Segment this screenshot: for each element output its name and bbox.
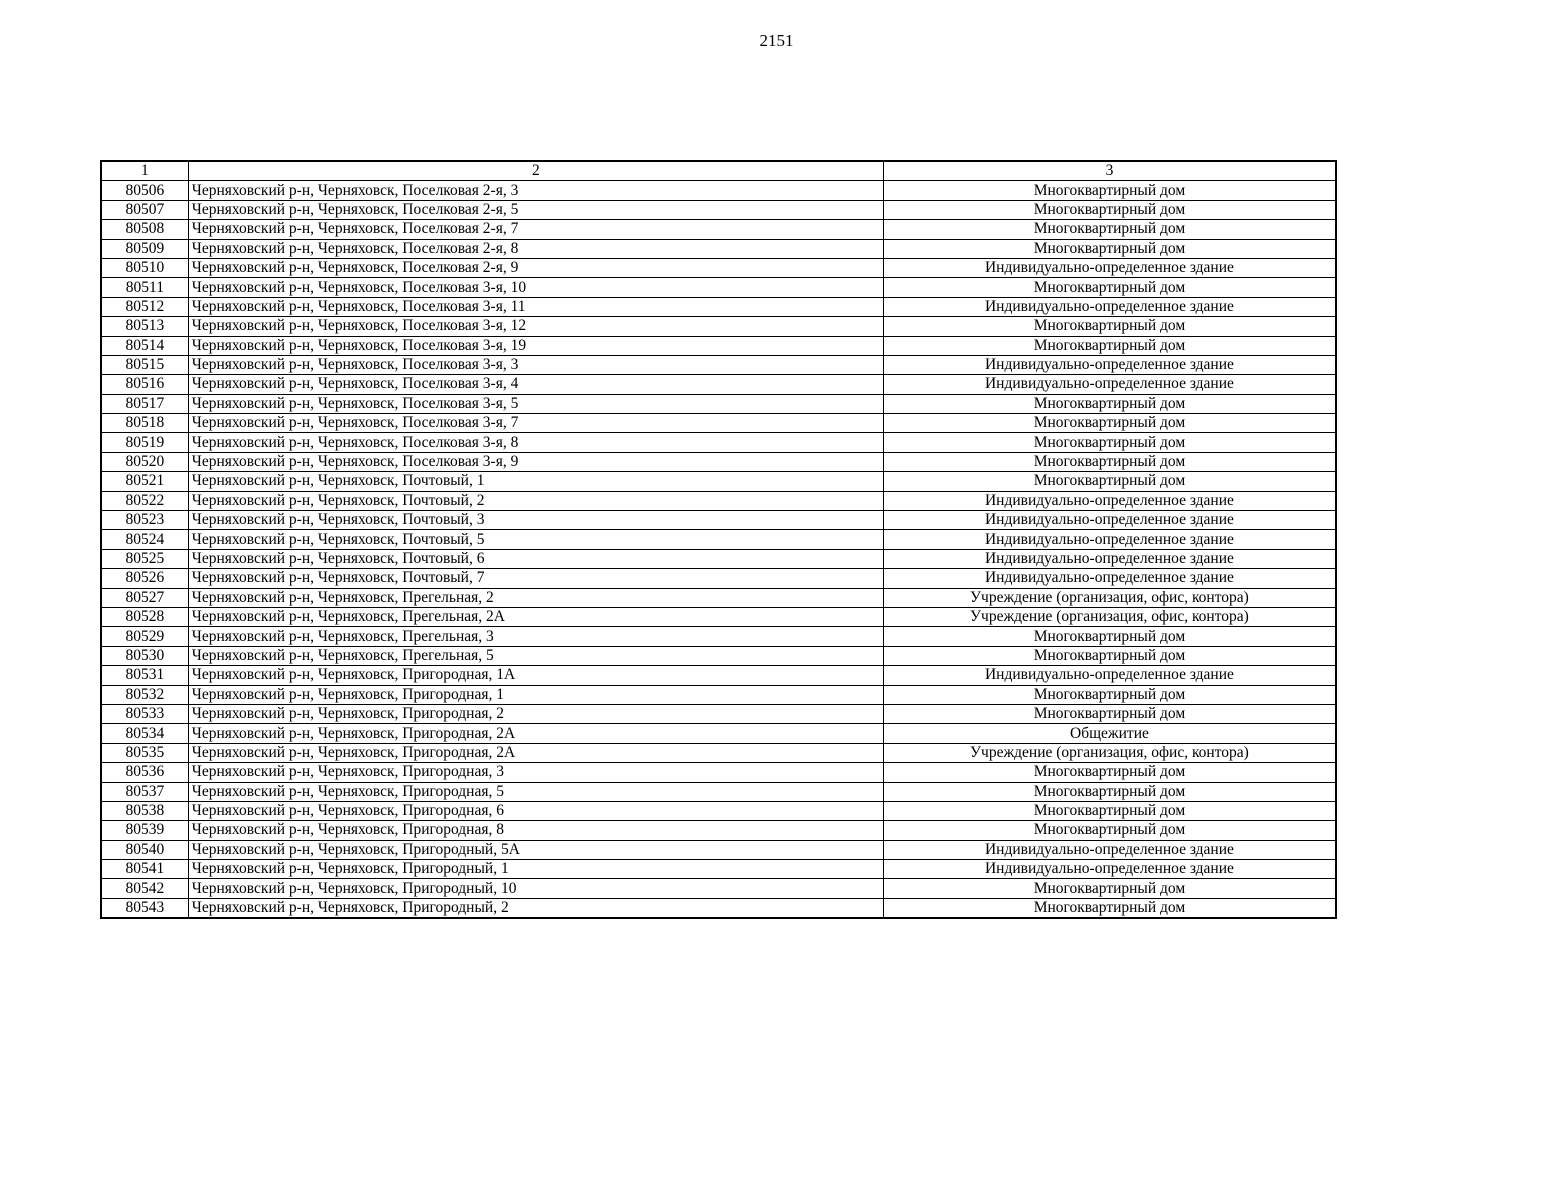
table-row [101,588,1336,607]
table-row [101,627,1336,646]
table-row [101,511,1336,530]
building-type-cell: Многоквартирный дом [883,704,1336,723]
row-number-cell: 80538 [101,801,188,820]
table-row [101,181,1336,200]
row-number-cell: 80519 [101,433,188,452]
address-cell: Черняховский р-н, Черняховск, Почтовый, 5 [188,530,883,549]
row-number-cell: 80534 [101,724,188,743]
address-cell: Черняховский р-н, Черняховск, Поселковая 3-я, 5 [188,394,883,413]
row-number-cell: 80541 [101,860,188,879]
building-type-cell: Многоквартирный дом [883,181,1336,200]
row-number-cell: 80533 [101,704,188,723]
address-cell: Черняховский р-н, Черняховск, Поселковая 2-я, 8 [188,239,883,258]
row-number-cell: 80535 [101,743,188,762]
address-cell: Черняховский р-н, Черняховск, Прегельная, 3 [188,627,883,646]
table-row [101,724,1336,743]
address-cell: Черняховский р-н, Черняховск, Поселковая 3-я, 7 [188,414,883,433]
building-type-cell: Индивидуально-определенное здание [883,840,1336,859]
address-cell: Черняховский р-н, Черняховск, Пригородная, 1А [188,666,883,685]
row-number-cell: 80525 [101,549,188,568]
address-cell: Черняховский р-н, Черняховск, Поселковая 3-я, 9 [188,452,883,471]
row-number-cell: 80528 [101,607,188,626]
row-number-cell: 80529 [101,627,188,646]
building-type-cell: Индивидуально-определенное здание [883,511,1336,530]
building-type-cell: Индивидуально-определенное здание [883,297,1336,316]
row-number-cell: 80518 [101,414,188,433]
address-cell: Черняховский р-н, Черняховск, Поселковая 3-я, 3 [188,355,883,374]
table-row [101,317,1336,336]
row-number-cell: 80517 [101,394,188,413]
table-row [101,821,1336,840]
table-row [101,569,1336,588]
table-row [101,782,1336,801]
table-row [101,685,1336,704]
table-row [101,801,1336,820]
building-type-cell: Многоквартирный дом [883,782,1336,801]
building-type-cell: Многоквартирный дом [883,200,1336,219]
row-number-cell: 80536 [101,763,188,782]
address-cell: Черняховский р-н, Черняховск, Поселковая 2-я, 3 [188,181,883,200]
building-type-cell: Индивидуально-определенное здание [883,258,1336,277]
table-row [101,607,1336,626]
address-cell: Черняховский р-н, Черняховск, Пригородная, 2А [188,743,883,762]
address-cell: Черняховский р-н, Черняховск, Поселковая 3-я, 8 [188,433,883,452]
building-type-cell: Многоквартирный дом [883,239,1336,258]
building-type-cell: Общежитие [883,724,1336,743]
table-row [101,549,1336,568]
building-type-cell: Многоквартирный дом [883,801,1336,820]
table-row [101,840,1336,859]
address-cell: Черняховский р-н, Черняховск, Пригородная, 5 [188,782,883,801]
building-type-cell: Индивидуально-определенное здание [883,549,1336,568]
building-type-cell: Индивидуально-определенное здание [883,569,1336,588]
table-row [101,452,1336,471]
table-row [101,414,1336,433]
building-type-cell: Многоквартирный дом [883,879,1336,898]
table-row [101,472,1336,491]
building-type-cell: Индивидуально-определенное здание [883,355,1336,374]
table-row [101,297,1336,316]
building-type-cell: Многоквартирный дом [883,452,1336,471]
address-cell: Черняховский р-н, Черняховск, Поселковая 2-я, 7 [188,220,883,239]
building-type-cell: Индивидуально-определенное здание [883,375,1336,394]
building-type-cell: Многоквартирный дом [883,898,1336,918]
row-number-cell: 80526 [101,569,188,588]
address-cell: Черняховский р-н, Черняховск, Поселковая 3-я, 4 [188,375,883,394]
address-cell: Черняховский р-н, Черняховск, Пригородный, 5А [188,840,883,859]
address-cell: Черняховский р-н, Черняховск, Пригородная, 2А [188,724,883,743]
address-cell: Черняховский р-н, Черняховск, Почтовый, 1 [188,472,883,491]
address-cell: Черняховский р-н, Черняховск, Пригородный, 1 [188,860,883,879]
row-number-cell: 80512 [101,297,188,316]
row-number-cell: 80532 [101,685,188,704]
register-table [100,160,1337,919]
row-number-cell: 80521 [101,472,188,491]
column-header-2: 2 [188,161,883,181]
row-number-cell: 80509 [101,239,188,258]
row-number-cell: 80511 [101,278,188,297]
address-cell: Черняховский р-н, Черняховск, Прегельная, 5 [188,646,883,665]
row-number-cell: 80540 [101,840,188,859]
table-body [101,161,1336,918]
address-cell: Черняховский р-н, Черняховск, Почтовый, 2 [188,491,883,510]
table-row [101,530,1336,549]
row-number-cell: 80520 [101,452,188,471]
table-row [101,278,1336,297]
table-row [101,336,1336,355]
row-number-cell: 80530 [101,646,188,665]
table-row [101,704,1336,723]
address-cell: Черняховский р-н, Черняховск, Пригородная, 6 [188,801,883,820]
address-cell: Черняховский р-н, Черняховск, Пригородная, 1 [188,685,883,704]
table-row [101,879,1336,898]
address-cell: Черняховский р-н, Черняховск, Почтовый, 7 [188,569,883,588]
address-cell: Черняховский р-н, Черняховск, Пригородная, 3 [188,763,883,782]
address-cell: Черняховский р-н, Черняховск, Прегельная, 2 [188,588,883,607]
row-number-cell: 80506 [101,181,188,200]
table-row [101,646,1336,665]
address-cell: Черняховский р-н, Черняховск, Прегельная, 2А [188,607,883,626]
building-type-cell: Многоквартирный дом [883,433,1336,452]
row-number-cell: 80507 [101,200,188,219]
table-header-row [101,161,1336,181]
row-number-cell: 80513 [101,317,188,336]
table-row [101,860,1336,879]
row-number-cell: 80508 [101,220,188,239]
row-number-cell: 80524 [101,530,188,549]
table-row [101,258,1336,277]
table-row [101,433,1336,452]
table-row [101,220,1336,239]
building-type-cell: Индивидуально-определенное здание [883,860,1336,879]
address-cell: Черняховский р-н, Черняховск, Поселковая 3-я, 12 [188,317,883,336]
address-cell: Черняховский р-н, Черняховск, Почтовый, 3 [188,511,883,530]
building-type-cell: Учреждение (организация, офис, контора) [883,607,1336,626]
building-type-cell: Индивидуально-определенное здание [883,666,1336,685]
address-cell: Черняховский р-н, Черняховск, Поселковая 2-я, 5 [188,200,883,219]
column-header-1: 1 [101,161,188,181]
building-type-cell: Учреждение (организация, офис, контора) [883,588,1336,607]
row-number-cell: 80516 [101,375,188,394]
building-type-cell: Индивидуально-определенное здание [883,491,1336,510]
building-type-cell: Многоквартирный дом [883,414,1336,433]
row-number-cell: 80539 [101,821,188,840]
address-cell: Черняховский р-н, Черняховск, Пригородный, 2 [188,898,883,918]
table-row [101,200,1336,219]
building-type-cell: Многоквартирный дом [883,646,1336,665]
building-type-cell: Многоквартирный дом [883,627,1336,646]
address-cell: Черняховский р-н, Черняховск, Почтовый, 6 [188,549,883,568]
row-number-cell: 80522 [101,491,188,510]
building-type-cell: Индивидуально-определенное здание [883,530,1336,549]
row-number-cell: 80527 [101,588,188,607]
building-type-cell: Многоквартирный дом [883,763,1336,782]
column-header-3: 3 [883,161,1336,181]
row-number-cell: 80543 [101,898,188,918]
row-number-cell: 80515 [101,355,188,374]
address-cell: Черняховский р-н, Черняховск, Пригородная, 2 [188,704,883,723]
address-cell: Черняховский р-н, Черняховск, Поселковая 3-я, 19 [188,336,883,355]
table-row [101,743,1336,762]
table-row [101,898,1336,918]
table-row [101,491,1336,510]
table-row [101,763,1336,782]
table-row [101,375,1336,394]
row-number-cell: 80537 [101,782,188,801]
building-type-cell: Многоквартирный дом [883,821,1336,840]
building-type-cell: Многоквартирный дом [883,685,1336,704]
address-cell: Черняховский р-н, Черняховск, Поселковая 3-я, 11 [188,297,883,316]
row-number-cell: 80523 [101,511,188,530]
table-row [101,666,1336,685]
address-cell: Черняховский р-н, Черняховск, Пригородная, 8 [188,821,883,840]
page-number: 2151 [759,31,794,50]
building-type-cell: Многоквартирный дом [883,394,1336,413]
building-type-cell: Учреждение (организация, офис, контора) [883,743,1336,762]
building-type-cell: Многоквартирный дом [883,317,1336,336]
row-number-cell: 80542 [101,879,188,898]
table-row [101,355,1336,374]
building-type-cell: Многоквартирный дом [883,336,1336,355]
table-row [101,239,1336,258]
building-type-cell: Многоквартирный дом [883,472,1336,491]
address-cell: Черняховский р-н, Черняховск, Поселковая 3-я, 10 [188,278,883,297]
row-number-cell: 80514 [101,336,188,355]
table-row [101,394,1336,413]
row-number-cell: 80510 [101,258,188,277]
building-type-cell: Многоквартирный дом [883,220,1336,239]
row-number-cell: 80531 [101,666,188,685]
building-type-cell: Многоквартирный дом [883,278,1336,297]
address-cell: Черняховский р-н, Черняховск, Поселковая 2-я, 9 [188,258,883,277]
address-cell: Черняховский р-н, Черняховск, Пригородный, 10 [188,879,883,898]
